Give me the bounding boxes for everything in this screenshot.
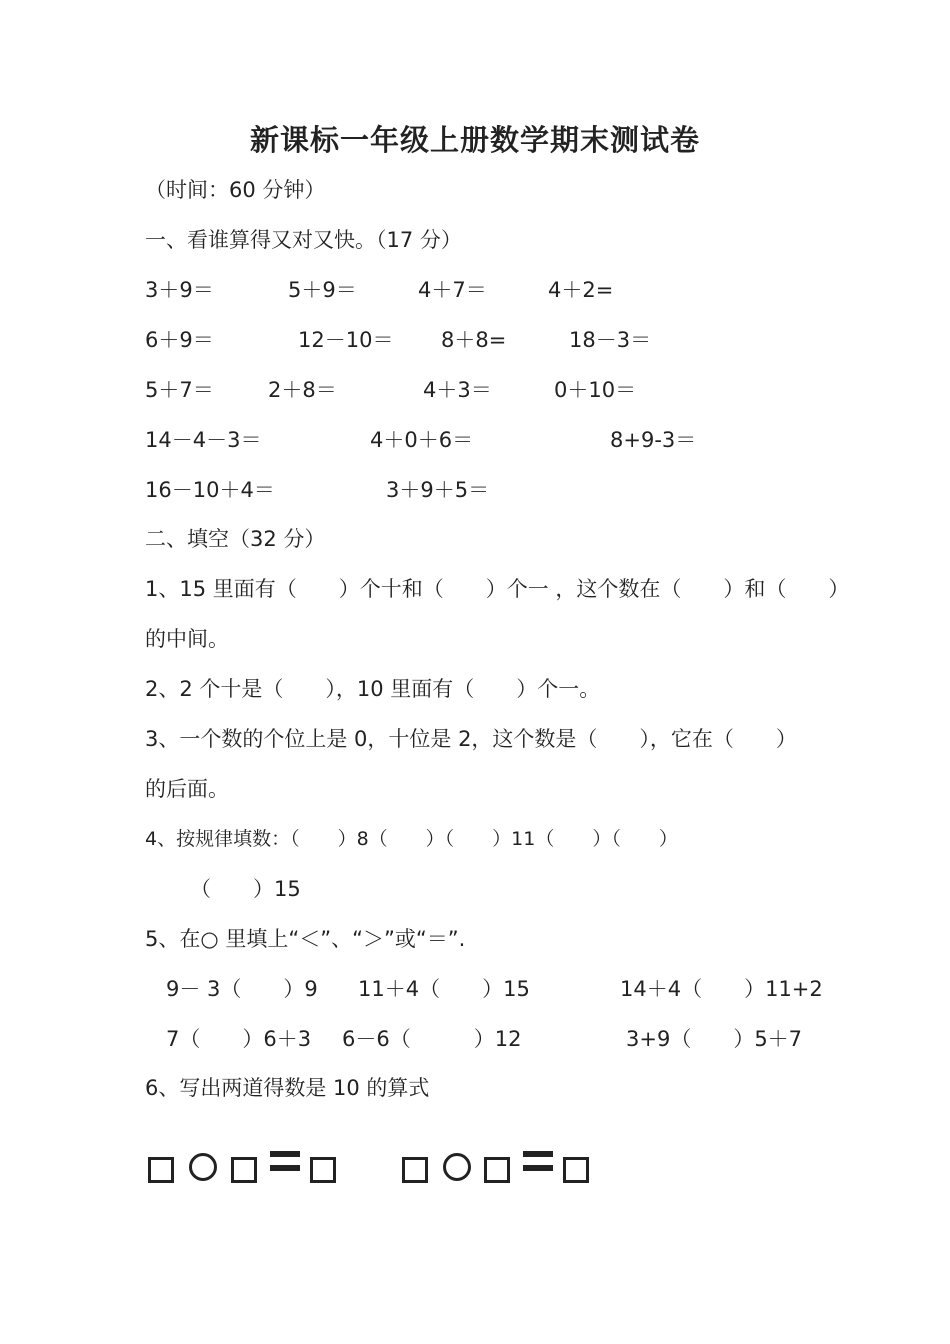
calc-item: 5＋9＝ (288, 278, 357, 302)
compare-item: 7（ ）6＋3 (166, 1027, 312, 1051)
question-6: 6、写出两道得数是 10 的算式 (145, 1076, 430, 1100)
section1-heading: 一、看谁算得又对又快。（17 分） (145, 228, 462, 252)
section2-heading: 二、填空（32 分） (145, 527, 326, 551)
question-2: 2、2 个十是（ ），10 里面有（ ）个一。 (145, 677, 601, 701)
calc-item: 8+9-3＝ (610, 428, 697, 452)
calc-item: 12－10＝ (298, 328, 394, 352)
operator-circle-icon[interactable] (443, 1153, 471, 1181)
equals-sign-icon (270, 1149, 300, 1175)
answer-box-icon[interactable] (402, 1157, 428, 1183)
calc-item: 4＋7＝ (418, 278, 487, 302)
calc-item: 3＋9＝ (145, 278, 214, 302)
question-4-line1: 4、按规律填数：（ ）8（ ）（ ）11（ ）（ ） (145, 828, 678, 850)
question-1-line2: 的中间。 (145, 627, 229, 651)
answer-box-icon[interactable] (563, 1157, 589, 1183)
answer-box-icon[interactable] (310, 1157, 336, 1183)
calc-item: 6＋9＝ (145, 328, 214, 352)
question-1-line1: 1、15 里面有（ ）个十和（ ）个一 ，这个数在（ ）和（ ） (145, 577, 850, 601)
calc-item: 14－4－3＝ (145, 428, 262, 452)
page-title: 新课标一年级上册数学期末测试卷 (249, 123, 700, 157)
calc-item: 3＋9＋5＝ (386, 478, 490, 502)
compare-item: 3+9（ ）5＋7 (626, 1027, 803, 1051)
answer-box-icon[interactable] (484, 1157, 510, 1183)
calc-item: 2＋8＝ (268, 378, 337, 402)
question-3-line2: 的后面。 (145, 777, 229, 801)
question-3-line1: 3、一个数的个位上是 0，十位是 2，这个数是（ ），它在（ ） (145, 727, 797, 751)
calc-item: 0＋10＝ (554, 378, 637, 402)
compare-item: 9－ 3（ ）9 (166, 977, 318, 1001)
calc-item: 4＋2= (548, 278, 614, 302)
calc-item: 16－10＋4＝ (145, 478, 275, 502)
answer-box-icon[interactable] (148, 1157, 174, 1183)
question-4-line2: （ ）15 (190, 877, 301, 901)
calc-item: 18－3＝ (569, 328, 652, 352)
calc-item: 4＋0＋6＝ (370, 428, 474, 452)
time-note: （时间：60 分钟） (145, 178, 326, 202)
calc-item: 4＋3＝ (423, 378, 492, 402)
operator-circle-icon[interactable] (189, 1153, 217, 1181)
compare-item: 11＋4（ ）15 (358, 977, 530, 1001)
calc-item: 8＋8= (441, 328, 507, 352)
compare-item: 14＋4（ ）11+2 (620, 977, 823, 1001)
compare-item: 6－6（ ）12 (342, 1027, 522, 1051)
answer-box-icon[interactable] (231, 1157, 257, 1183)
question-5-heading: 5、在○ 里填上“＜”、“＞”或“＝”. (145, 927, 466, 951)
calc-item: 5＋7＝ (145, 378, 214, 402)
equals-sign-icon (523, 1149, 553, 1175)
